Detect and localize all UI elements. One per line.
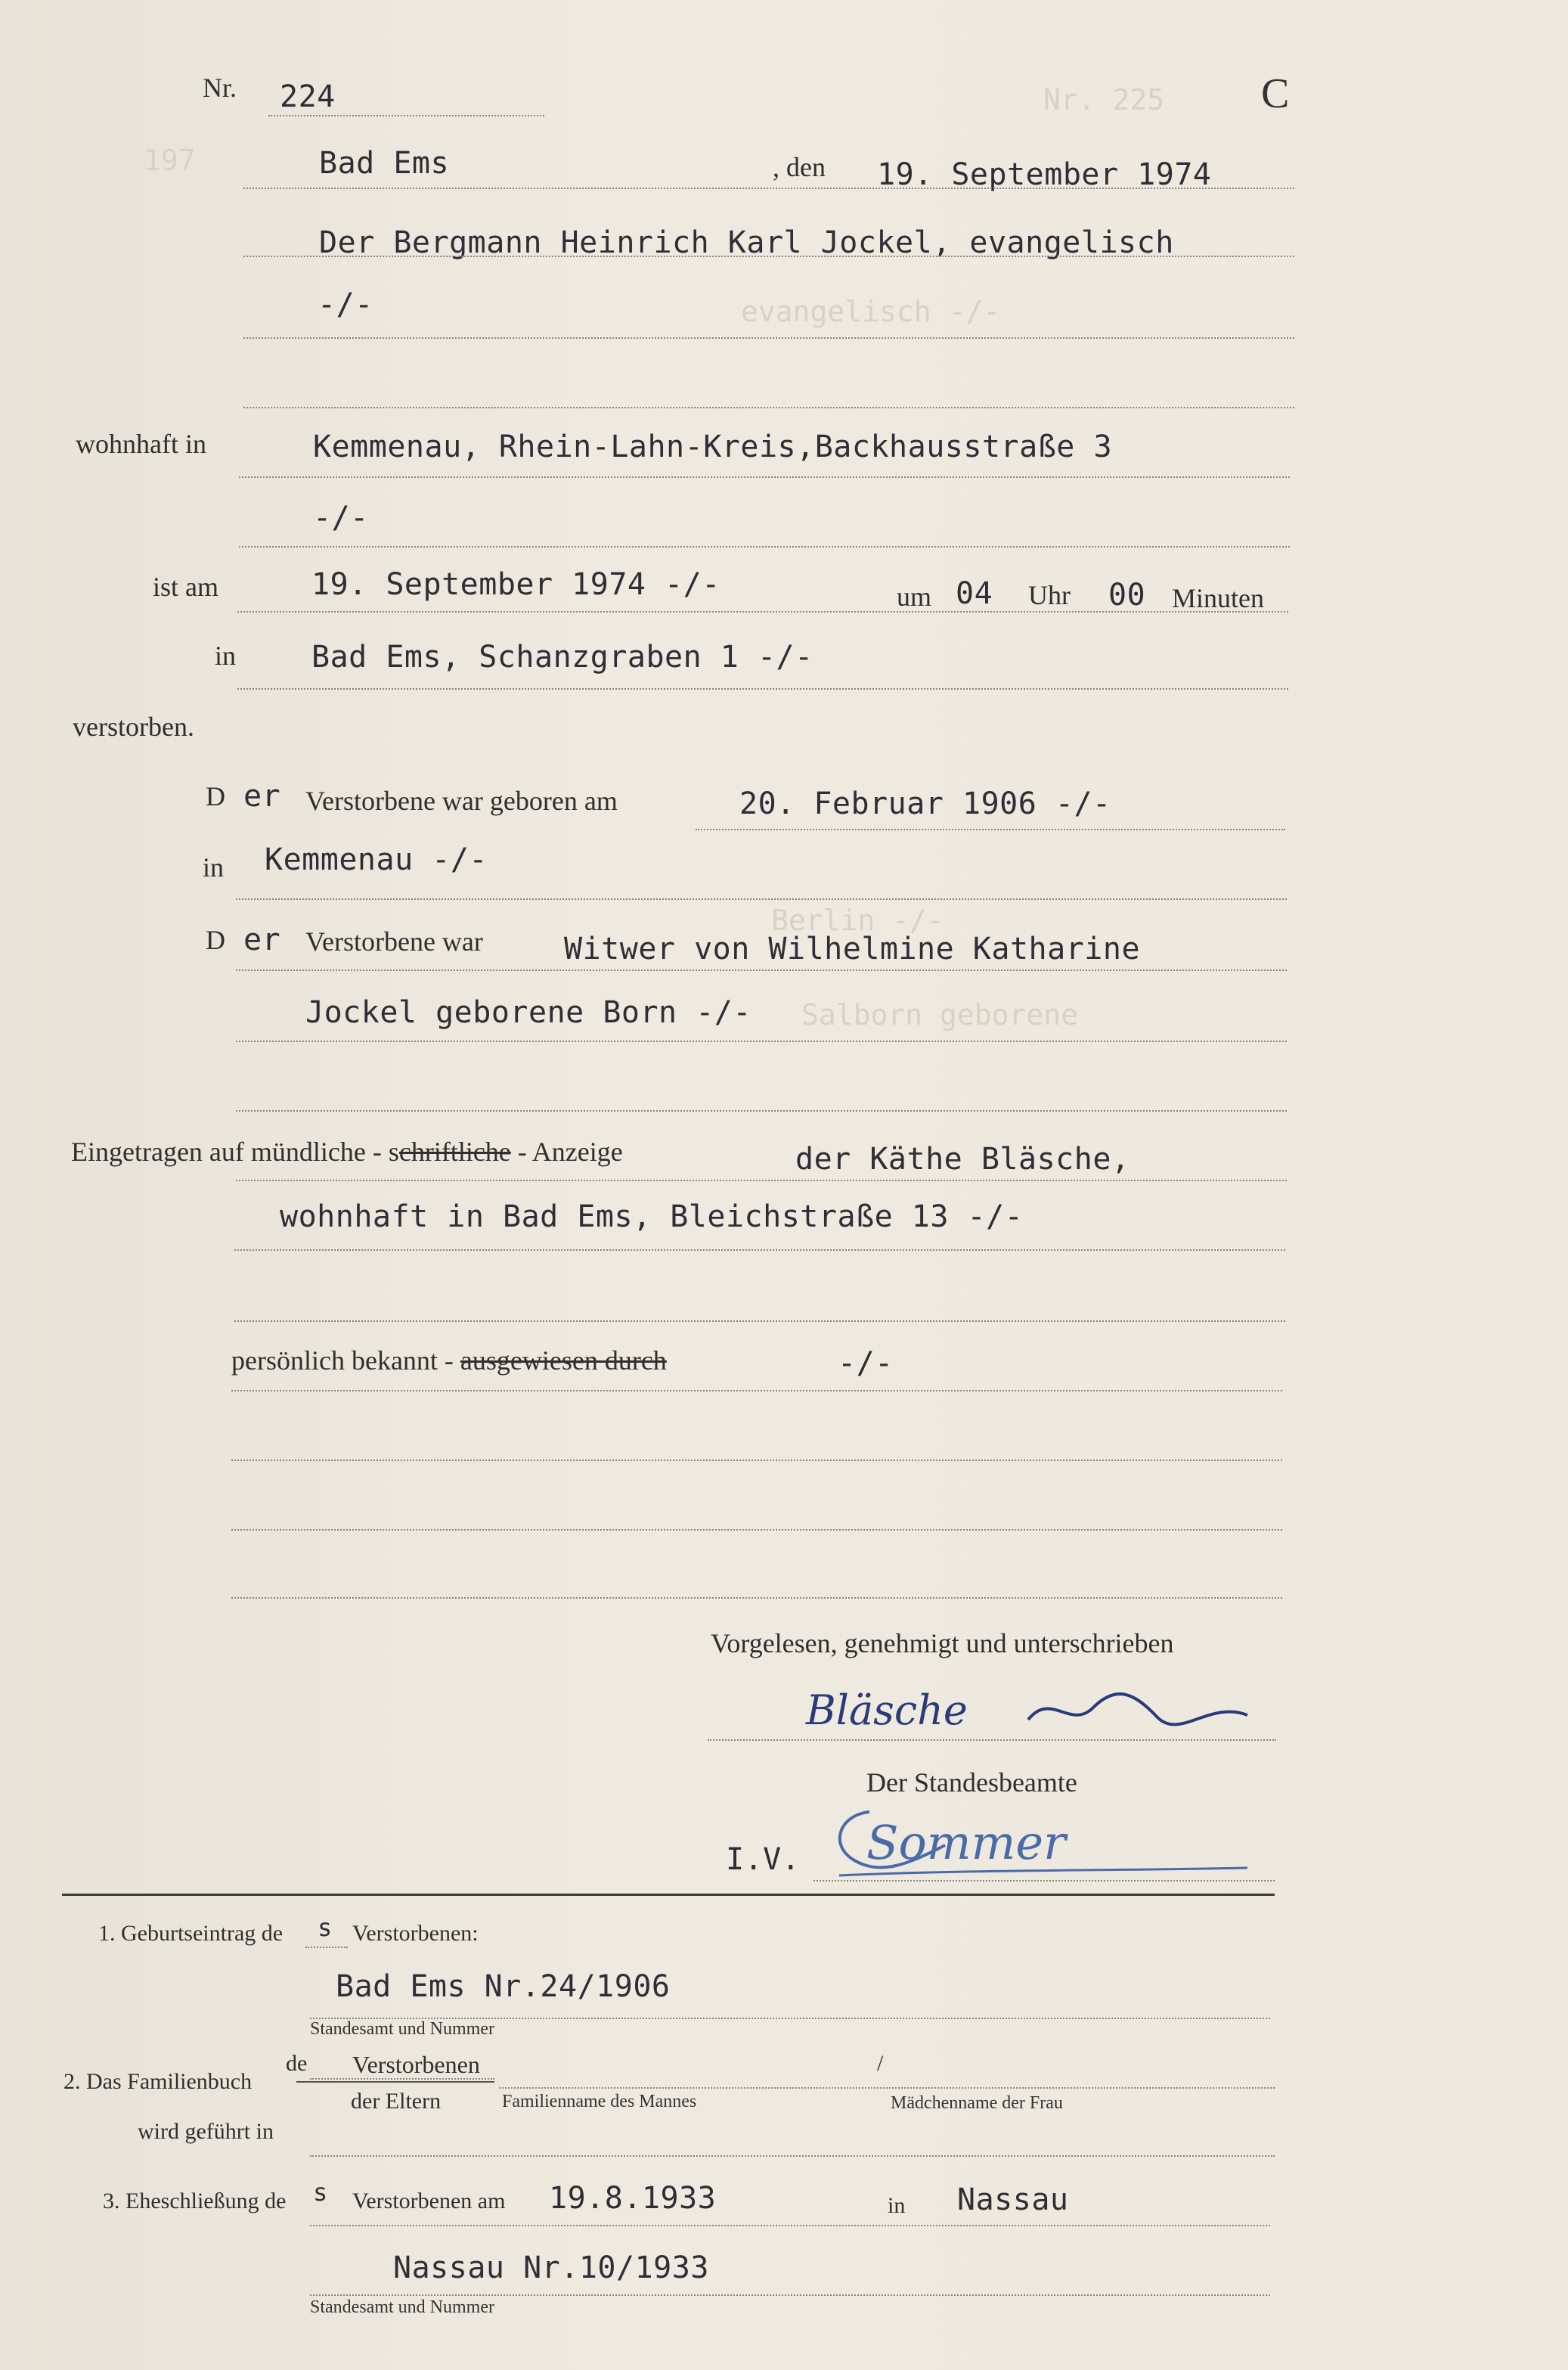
report-label: Eingetragen auf mündliche - schriftliche - Anzeige [71, 1137, 623, 1167]
entry-number: 224 [280, 79, 336, 114]
nr-label: Nr. [203, 73, 237, 103]
dotted-line [231, 1597, 1282, 1599]
birth-er-suffix: er [243, 779, 281, 814]
death-minutes: 00 [1108, 578, 1146, 613]
birth-place: Kemmenau -/- [265, 842, 488, 877]
marriage-date: 19.8.1933 [549, 2181, 717, 2216]
dotted-line [696, 829, 1285, 830]
dotted-line [310, 2078, 494, 2080]
dotted-line [236, 898, 1287, 900]
registrar-signature [824, 1792, 1247, 1883]
birth-label: Verstorbene war geboren am [305, 786, 618, 816]
corner-letter: C [1261, 70, 1290, 117]
residence-cont: -/- [313, 501, 369, 535]
dotted-line [236, 1180, 1287, 1181]
bleed-through-text: Salborn geborene [801, 998, 1079, 1031]
svg-text:Bläsche: Bläsche [806, 1686, 968, 1734]
marital-d-prefix: D [206, 925, 225, 955]
um-label: um [897, 582, 932, 612]
bleed-through-text: evangelisch -/- [741, 295, 1001, 328]
bleed-through-text: 197 [144, 144, 196, 177]
kept-in-label: wird geführt in [138, 2119, 274, 2144]
family-eltern: der Eltern [351, 2089, 442, 2114]
dotted-line [239, 476, 1290, 478]
dotted-line [234, 1249, 1285, 1251]
den-label: , den [773, 152, 826, 182]
bleed-through-text: Nr. 225 [1043, 83, 1165, 116]
dotted-line [243, 337, 1294, 339]
birth-entry-typed-s: s [318, 1913, 333, 1942]
family-book-label: 2. Das Familienbuch [64, 2069, 253, 2094]
iv-label: I.V. [726, 1842, 801, 1877]
dotted-line [236, 1041, 1287, 1042]
residence-address: Kemmenau, Rhein-Lahn-Kreis,Backhausstraße 3 [313, 430, 1113, 464]
deceased-description-cont: -/- [318, 287, 373, 322]
dotted-line [236, 969, 1287, 971]
dotted-line [231, 1529, 1282, 1531]
death-hour: 04 [956, 576, 993, 611]
read-approved-label: Vorgelesen, genehmigt und unterschrieben [711, 1628, 1174, 1658]
minuten-label: Minuten [1172, 583, 1264, 613]
birth-d-prefix: D [206, 781, 225, 811]
family-choice-underline [296, 2081, 494, 2083]
office-number-caption-2: Standesamt und Nummer [310, 2297, 494, 2317]
dotted-line [243, 407, 1294, 408]
dotted-line [237, 688, 1288, 690]
registrar-label: Der Standesbeamte [866, 1767, 1077, 1798]
dotted-line [499, 2087, 1275, 2089]
marriage-typed-s: s [313, 2178, 328, 2207]
birth-in-label: in [203, 852, 225, 883]
husband-caption: Familienname des Mannes [502, 2092, 697, 2111]
death-date: 19. September 1974 -/- [311, 567, 720, 602]
death-place: Bad Ems, Schanzgraben 1 -/- [311, 640, 813, 675]
verstorben-label: verstorben. [73, 712, 194, 742]
marriage-label: 3. Eheschließung de [103, 2189, 287, 2213]
marital-status-cont: Jockel geborene Born -/- [305, 995, 751, 1030]
residence-label: wohnhaft in [76, 429, 206, 459]
dotted-line [310, 2225, 1270, 2226]
dotted-line [243, 188, 1294, 189]
informant-address: wohnhaft in Bad Ems, Bleichstraße 13 -/- [280, 1199, 1024, 1234]
dotted-line [305, 1947, 348, 1948]
office-number-caption: Standesamt und Nummer [310, 2019, 494, 2039]
dotted-line [239, 546, 1290, 548]
ist-am-label: ist am [153, 572, 218, 602]
bleed-through-text: Berlin -/- [771, 904, 944, 937]
uhr-label: Uhr [1028, 580, 1071, 610]
dotted-line [234, 1320, 1285, 1322]
marital-status: Witwer von Wilhelmine Katharine [564, 932, 1141, 966]
birth-date: 20. Februar 1906 -/- [739, 786, 1111, 821]
name-slash: / [877, 2051, 884, 2076]
marital-label: Verstorbene war [305, 926, 483, 957]
birth-entry-label: 1. Geburtseintrag de [98, 1921, 284, 1946]
deceased-description: Der Bergmann Heinrich Karl Jockel, evangelisch [319, 225, 1174, 260]
svg-text:Sommer: Sommer [866, 1815, 1066, 1870]
dotted-line [231, 1390, 1282, 1391]
dotted-line [237, 611, 1288, 613]
dotted-line [813, 1880, 1275, 1881]
maiden-caption: Mädchenname der Frau [891, 2093, 1063, 2113]
known-value: -/- [838, 1346, 894, 1381]
dotted-line [236, 1110, 1287, 1112]
marital-er-suffix: er [243, 923, 281, 957]
registry-place: Bad Ems [319, 146, 450, 181]
informant-signature [801, 1677, 1285, 1745]
dotted-line [708, 1739, 1276, 1741]
marriage-entry: Nassau Nr.10/1933 [393, 2251, 709, 2285]
marriage-label-end: Verstorbenen am [352, 2189, 506, 2213]
registry-date: 19. September 1974 [877, 157, 1212, 192]
birth-entry-label-end: Verstorbenen: [352, 1921, 479, 1946]
family-de: de [286, 2051, 308, 2076]
marriage-in-label: in [888, 2193, 906, 2218]
footer-separator [62, 1894, 1275, 1896]
known-label: persönlich bekannt - ausgewiesen durch [231, 1345, 667, 1376]
dotted-line [231, 1460, 1282, 1461]
in-label: in [215, 641, 237, 671]
dotted-line [268, 115, 544, 116]
dotted-line [243, 256, 1294, 257]
dotted-line [310, 2155, 1275, 2157]
birth-entry-value: Bad Ems Nr.24/1906 [336, 1969, 671, 2004]
family-verstorbenen: Verstorbenen [352, 2051, 480, 2078]
informant-name: der Käthe Bläsche, [795, 1142, 1130, 1177]
marriage-place: Nassau [957, 2182, 1069, 2217]
dotted-line [310, 2294, 1270, 2296]
